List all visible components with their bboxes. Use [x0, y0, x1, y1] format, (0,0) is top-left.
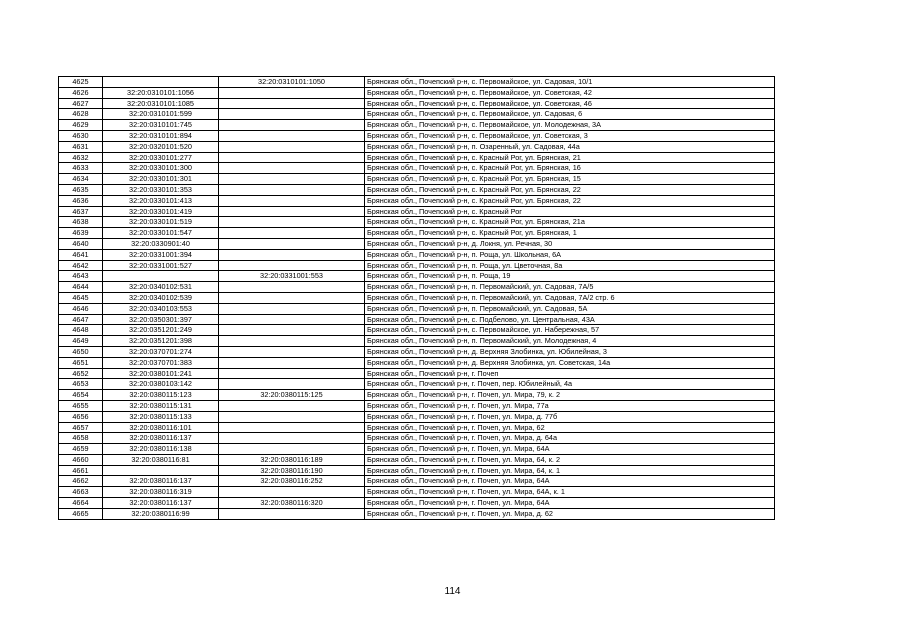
- table-row: [59, 87, 775, 98]
- row-number-cell: 4656: [59, 411, 103, 422]
- table-row: [59, 77, 775, 88]
- cadastral-number-cell: 32:20:0330101:419: [103, 206, 219, 217]
- table-row: [59, 411, 775, 422]
- address-cell: Брянская обл., Почепский р-н, с. Первомайское, ул. Садовая, 6: [365, 109, 775, 120]
- row-number-cell: 4661: [59, 465, 103, 476]
- row-number-cell: 4642: [59, 260, 103, 271]
- row-number-cell: 4625: [59, 77, 103, 88]
- table-row: [59, 282, 775, 293]
- address-cell: Брянская обл., Почепский р-н, г. Почеп, ул. Мира, 77а: [365, 400, 775, 411]
- address-cell: Брянская обл., Почепский р-н, г. Почеп, ул. Мира, д. 64а: [365, 433, 775, 444]
- table-row: [59, 260, 775, 271]
- address-cell: Брянская обл., Почепский р-н, п. Роща, 19: [365, 271, 775, 282]
- address-cell: Брянская обл., Почепский р-н, д. Верхняя Злобинка, ул. Советская, 14а: [365, 357, 775, 368]
- table-row: [59, 120, 775, 131]
- address-cell: Брянская обл., Почепский р-н, д. Верхняя Злобинка, ул. Юбилейная, 3: [365, 346, 775, 357]
- table-row: [59, 184, 775, 195]
- related-cadastral-number-cell: [219, 303, 365, 314]
- table-row: [59, 368, 775, 379]
- cadastral-number-cell: 32:20:0320101:520: [103, 141, 219, 152]
- cadastral-number-cell: 32:20:0331001:527: [103, 260, 219, 271]
- related-cadastral-number-cell: [219, 260, 365, 271]
- table-row: [59, 163, 775, 174]
- table-row: [59, 422, 775, 433]
- related-cadastral-number-cell: [219, 152, 365, 163]
- table-row: [59, 487, 775, 498]
- row-number-cell: 4637: [59, 206, 103, 217]
- related-cadastral-number-cell: [219, 120, 365, 131]
- row-number-cell: 4653: [59, 379, 103, 390]
- row-number-cell: 4647: [59, 314, 103, 325]
- table-row: [59, 498, 775, 509]
- related-cadastral-number-cell: [219, 379, 365, 390]
- address-cell: Брянская обл., Почепский р-н, п. Первомайский, ул. Садовая, 5А: [365, 303, 775, 314]
- address-cell: Брянская обл., Почепский р-н, с. Подбелово, ул. Центральная, 43А: [365, 314, 775, 325]
- cadastral-number-cell: 32:20:0330101:353: [103, 184, 219, 195]
- row-number-cell: 4640: [59, 238, 103, 249]
- related-cadastral-number-cell: [219, 325, 365, 336]
- cadastral-number-cell: 32:20:0331001:394: [103, 249, 219, 260]
- address-cell: Брянская обл., Почепский р-н, д. Локня, ул. Речная, 30: [365, 238, 775, 249]
- address-cell: Брянская обл., Почепский р-н, с. Первомайское, ул. Набережная, 57: [365, 325, 775, 336]
- related-cadastral-number-cell: 32:20:0331001:553: [219, 271, 365, 282]
- related-cadastral-number-cell: [219, 130, 365, 141]
- address-cell: Брянская обл., Почепский р-н, г. Почеп, ул. Мира, д. 77б: [365, 411, 775, 422]
- cadastral-number-cell: 32:20:0380115:123: [103, 390, 219, 401]
- address-cell: Брянская обл., Почепский р-н, с. Красный Рог, ул. Брянская, 1: [365, 228, 775, 239]
- cadastral-number-cell: 32:20:0310101:745: [103, 120, 219, 131]
- related-cadastral-number-cell: [219, 249, 365, 260]
- cadastral-number-cell: 32:20:0340102:531: [103, 282, 219, 293]
- row-number-cell: 4655: [59, 400, 103, 411]
- cadastral-number-cell: [103, 465, 219, 476]
- related-cadastral-number-cell: 32:20:0380116:320: [219, 498, 365, 509]
- cadastral-number-cell: 32:20:0330101:547: [103, 228, 219, 239]
- cadastral-number-cell: 32:20:0380115:131: [103, 400, 219, 411]
- cadastral-number-cell: 32:20:0351201:249: [103, 325, 219, 336]
- address-cell: Брянская обл., Почепский р-н, с. Красный Рог, ул. Брянская, 15: [365, 174, 775, 185]
- related-cadastral-number-cell: [219, 422, 365, 433]
- related-cadastral-number-cell: [219, 411, 365, 422]
- address-cell: Брянская обл., Почепский р-н, с. Красный Рог, ул. Брянская, 16: [365, 163, 775, 174]
- related-cadastral-number-cell: [219, 444, 365, 455]
- address-cell: Брянская обл., Почепский р-н, с. Первомайское, ул. Садовая, 10/1: [365, 77, 775, 88]
- table-row: [59, 454, 775, 465]
- related-cadastral-number-cell: [219, 174, 365, 185]
- address-cell: Брянская обл., Почепский р-н, с. Красный Рог, ул. Брянская, 22: [365, 184, 775, 195]
- row-number-cell: 4634: [59, 174, 103, 185]
- cadastral-number-cell: 32:20:0380116:137: [103, 498, 219, 509]
- cadastral-number-cell: 32:20:0310101:894: [103, 130, 219, 141]
- related-cadastral-number-cell: 32:20:0380115:125: [219, 390, 365, 401]
- cadastral-number-cell: 32:20:0380116:81: [103, 454, 219, 465]
- related-cadastral-number-cell: [219, 346, 365, 357]
- row-number-cell: 4659: [59, 444, 103, 455]
- table-row: [59, 314, 775, 325]
- table-row: [59, 379, 775, 390]
- address-cell: Брянская обл., Почепский р-н, п. Первомайский, ул. Молодежная, 4: [365, 336, 775, 347]
- table-row: [59, 195, 775, 206]
- row-number-cell: 4633: [59, 163, 103, 174]
- related-cadastral-number-cell: 32:20:0380116:189: [219, 454, 365, 465]
- row-number-cell: 4644: [59, 282, 103, 293]
- related-cadastral-number-cell: [219, 357, 365, 368]
- table-row: [59, 357, 775, 368]
- cadastral-number-cell: 32:20:0340103:553: [103, 303, 219, 314]
- cadastral-number-cell: 32:20:0380101:241: [103, 368, 219, 379]
- address-cell: Брянская обл., Почепский р-н, г. Почеп, ул. Мира, 64А: [365, 498, 775, 509]
- address-cell: Брянская обл., Почепский р-н, п. Первомайский, ул. Садовая, 7А/2 стр. 6: [365, 292, 775, 303]
- cadastral-number-cell: [103, 271, 219, 282]
- related-cadastral-number-cell: [219, 184, 365, 195]
- related-cadastral-number-cell: [219, 508, 365, 519]
- related-cadastral-number-cell: 32:20:0310101:1050: [219, 77, 365, 88]
- cadastral-number-cell: 32:20:0380116:319: [103, 487, 219, 498]
- cadastral-number-cell: 32:20:0330101:519: [103, 217, 219, 228]
- table-row: [59, 336, 775, 347]
- related-cadastral-number-cell: [219, 163, 365, 174]
- address-cell: Брянская обл., Почепский р-н, п. Роща, ул. Школьная, 6А: [365, 249, 775, 260]
- row-number-cell: 4629: [59, 120, 103, 131]
- table-row: [59, 390, 775, 401]
- row-number-cell: 4649: [59, 336, 103, 347]
- address-cell: Брянская обл., Почепский р-н, г. Почеп, ул. Мира, 64А: [365, 444, 775, 455]
- related-cadastral-number-cell: [219, 98, 365, 109]
- row-number-cell: 4665: [59, 508, 103, 519]
- table-row: [59, 238, 775, 249]
- row-number-cell: 4663: [59, 487, 103, 498]
- cadastral-number-cell: 32:20:0340102:539: [103, 292, 219, 303]
- cadastral-number-cell: 32:20:0370701:274: [103, 346, 219, 357]
- row-number-cell: 4648: [59, 325, 103, 336]
- table-row: [59, 444, 775, 455]
- table-row: [59, 476, 775, 487]
- table-row: [59, 433, 775, 444]
- address-cell: Брянская обл., Почепский р-н, г. Почеп, ул. Мира, 64, к. 2: [365, 454, 775, 465]
- cadastral-number-cell: 32:20:0370701:383: [103, 357, 219, 368]
- table-row: [59, 109, 775, 120]
- row-number-cell: 4641: [59, 249, 103, 260]
- property-table-body: [59, 77, 775, 520]
- row-number-cell: 4639: [59, 228, 103, 239]
- table-row: [59, 206, 775, 217]
- cadastral-number-cell: 32:20:0380116:138: [103, 444, 219, 455]
- related-cadastral-number-cell: [219, 433, 365, 444]
- address-cell: Брянская обл., Почепский р-н, с. Красный Рог, ул. Брянская, 22: [365, 195, 775, 206]
- cadastral-number-cell: 32:20:0330901:40: [103, 238, 219, 249]
- row-number-cell: 4630: [59, 130, 103, 141]
- related-cadastral-number-cell: [219, 228, 365, 239]
- row-number-cell: 4636: [59, 195, 103, 206]
- address-cell: Брянская обл., Почепский р-н, г. Почеп, ул. Мира, 79, к. 2: [365, 390, 775, 401]
- address-cell: Брянская обл., Почепский р-н, с. Первомайское, ул. Советская, 3: [365, 130, 775, 141]
- address-cell: Брянская обл., Почепский р-н, с. Первомайское, ул. Молодежная, 3А: [365, 120, 775, 131]
- row-number-cell: 4652: [59, 368, 103, 379]
- page-number: 114: [444, 586, 461, 597]
- address-cell: Брянская обл., Почепский р-н, г. Почеп, ул. Мира, 64А, к. 1: [365, 487, 775, 498]
- related-cadastral-number-cell: [219, 487, 365, 498]
- cadastral-number-cell: 32:20:0310101:1085: [103, 98, 219, 109]
- row-number-cell: 4646: [59, 303, 103, 314]
- row-number-cell: 4631: [59, 141, 103, 152]
- cadastral-number-cell: [103, 77, 219, 88]
- row-number-cell: 4628: [59, 109, 103, 120]
- address-cell: Брянская обл., Почепский р-н, г. Почеп, ул. Мира, 64, к. 1: [365, 465, 775, 476]
- table-row: [59, 400, 775, 411]
- row-number-cell: 4635: [59, 184, 103, 195]
- related-cadastral-number-cell: 32:20:0380116:190: [219, 465, 365, 476]
- cadastral-number-cell: 32:20:0350301:397: [103, 314, 219, 325]
- address-cell: Брянская обл., Почепский р-н, с. Красный Рог, ул. Брянская, 21а: [365, 217, 775, 228]
- related-cadastral-number-cell: [219, 400, 365, 411]
- related-cadastral-number-cell: [219, 368, 365, 379]
- related-cadastral-number-cell: [219, 282, 365, 293]
- cadastral-number-cell: 32:20:0330101:277: [103, 152, 219, 163]
- table-row: [59, 271, 775, 282]
- cadastral-number-cell: 32:20:0380116:137: [103, 433, 219, 444]
- table-row: [59, 508, 775, 519]
- row-number-cell: 4664: [59, 498, 103, 509]
- table-row: [59, 174, 775, 185]
- cadastral-number-cell: 32:20:0380116:101: [103, 422, 219, 433]
- address-cell: Брянская обл., Почепский р-н, с. Красный Рог: [365, 206, 775, 217]
- cadastral-number-cell: 32:20:0330101:300: [103, 163, 219, 174]
- related-cadastral-number-cell: [219, 87, 365, 98]
- related-cadastral-number-cell: [219, 195, 365, 206]
- address-cell: Брянская обл., Почепский р-н, г. Почеп, пер. Юбилейный, 4а: [365, 379, 775, 390]
- cadastral-number-cell: 32:20:0330101:413: [103, 195, 219, 206]
- table-row: [59, 228, 775, 239]
- related-cadastral-number-cell: [219, 238, 365, 249]
- address-cell: Брянская обл., Почепский р-н, с. Красный Рог, ул. Брянская, 21: [365, 152, 775, 163]
- table-row: [59, 249, 775, 260]
- address-cell: Брянская обл., Почепский р-н, с. Первомайское, ул. Советская, 42: [365, 87, 775, 98]
- row-number-cell: 4643: [59, 271, 103, 282]
- table-row: [59, 465, 775, 476]
- table-row: [59, 346, 775, 357]
- table-row: [59, 303, 775, 314]
- row-number-cell: 4657: [59, 422, 103, 433]
- address-cell: Брянская обл., Почепский р-н, п. Роща, ул. Цветочная, 8а: [365, 260, 775, 271]
- related-cadastral-number-cell: [219, 206, 365, 217]
- related-cadastral-number-cell: [219, 109, 365, 120]
- cadastral-number-cell: 32:20:0380116:99: [103, 508, 219, 519]
- table-row: [59, 217, 775, 228]
- table-row: [59, 325, 775, 336]
- address-cell: Брянская обл., Почепский р-н, г. Почеп, ул. Мира, 62: [365, 422, 775, 433]
- table-row: [59, 292, 775, 303]
- related-cadastral-number-cell: [219, 141, 365, 152]
- row-number-cell: 4651: [59, 357, 103, 368]
- related-cadastral-number-cell: 32:20:0380116:252: [219, 476, 365, 487]
- row-number-cell: 4662: [59, 476, 103, 487]
- address-cell: Брянская обл., Почепский р-н, г. Почеп, ул. Мира, д. 62: [365, 508, 775, 519]
- row-number-cell: 4658: [59, 433, 103, 444]
- row-number-cell: 4650: [59, 346, 103, 357]
- table-row: [59, 130, 775, 141]
- table-row: [59, 141, 775, 152]
- address-cell: Брянская обл., Почепский р-н, п. Озаренный, ул. Садовая, 44а: [365, 141, 775, 152]
- cadastral-number-cell: 32:20:0351201:398: [103, 336, 219, 347]
- cadastral-number-cell: 32:20:0380103:142: [103, 379, 219, 390]
- row-number-cell: 4632: [59, 152, 103, 163]
- table-row: [59, 98, 775, 109]
- row-number-cell: 4627: [59, 98, 103, 109]
- related-cadastral-number-cell: [219, 314, 365, 325]
- property-table: [58, 76, 775, 520]
- row-number-cell: 4645: [59, 292, 103, 303]
- row-number-cell: 4626: [59, 87, 103, 98]
- address-cell: Брянская обл., Почепский р-н, п. Первомайский, ул. Садовая, 7А/5: [365, 282, 775, 293]
- related-cadastral-number-cell: [219, 336, 365, 347]
- cadastral-number-cell: 32:20:0310101:599: [103, 109, 219, 120]
- cadastral-number-cell: 32:20:0310101:1056: [103, 87, 219, 98]
- table-row: [59, 152, 775, 163]
- related-cadastral-number-cell: [219, 292, 365, 303]
- cadastral-number-cell: 32:20:0380115:133: [103, 411, 219, 422]
- address-cell: Брянская обл., Почепский р-н, с. Первомайское, ул. Советская, 46: [365, 98, 775, 109]
- related-cadastral-number-cell: [219, 217, 365, 228]
- row-number-cell: 4660: [59, 454, 103, 465]
- cadastral-number-cell: 32:20:0330101:301: [103, 174, 219, 185]
- address-cell: Брянская обл., Почепский р-н, г. Почеп: [365, 368, 775, 379]
- row-number-cell: 4654: [59, 390, 103, 401]
- cadastral-number-cell: 32:20:0380116:137: [103, 476, 219, 487]
- row-number-cell: 4638: [59, 217, 103, 228]
- address-cell: Брянская обл., Почепский р-н, г. Почеп, ул. Мира, 64А: [365, 476, 775, 487]
